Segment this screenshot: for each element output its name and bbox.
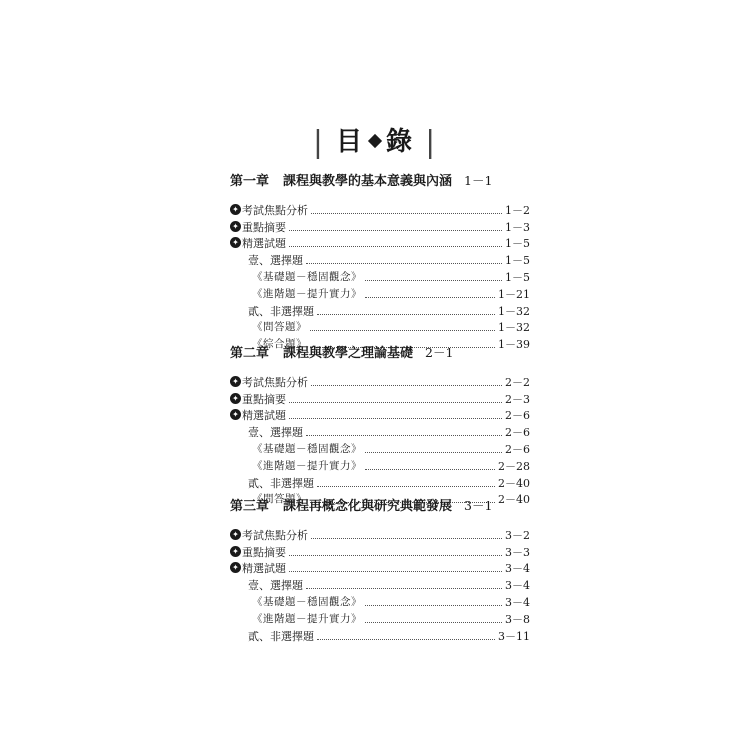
- entry-page: 1－5: [505, 254, 530, 268]
- toc-entry[interactable]: [230, 407, 530, 424]
- chapter-page: 3－1: [464, 498, 493, 513]
- entry-page: 1－21: [498, 287, 530, 301]
- dot-leader: [311, 212, 502, 214]
- dot-leader: [365, 621, 502, 623]
- dot-leader: [306, 262, 502, 264]
- star-bullet-icon: ✦: [230, 376, 241, 387]
- dot-leader: [317, 313, 495, 315]
- star-bullet-icon: ✦: [230, 546, 241, 557]
- toc-entry[interactable]: [230, 201, 530, 218]
- dot-leader: [289, 245, 502, 247]
- toc-entry[interactable]: [230, 235, 530, 252]
- entry-page: 2－40: [498, 476, 530, 490]
- entry-page: 3－4: [505, 579, 530, 593]
- dot-leader: [289, 401, 502, 403]
- chapter-section: [230, 171, 530, 352]
- entry-page: 2－6: [505, 426, 530, 440]
- entry-label: 《基礎題－穩固觀念》: [252, 270, 362, 283]
- entry-page: 1－5: [505, 237, 530, 251]
- toc-entry[interactable]: [230, 423, 530, 440]
- toc-entry[interactable]: [230, 593, 530, 610]
- toc-entry[interactable]: [230, 543, 530, 560]
- entry-page: 2－28: [498, 459, 530, 473]
- toc-entry[interactable]: [230, 440, 530, 457]
- toc-title: [0, 124, 750, 161]
- toc-entry[interactable]: [230, 373, 530, 390]
- toc-entry[interactable]: [230, 302, 530, 319]
- entry-label: 精選試題: [242, 409, 286, 423]
- toc-entry[interactable]: [230, 251, 530, 268]
- entry-list: [230, 526, 530, 644]
- dot-leader: [310, 329, 495, 331]
- entry-label: 壹、選擇題: [248, 579, 303, 593]
- entry-label: 《進階題－提升實力》: [252, 287, 362, 300]
- star-bullet-icon: ✦: [230, 204, 241, 215]
- dot-leader: [317, 638, 495, 640]
- entry-label: 精選試題: [242, 237, 286, 251]
- toc-entry[interactable]: [230, 474, 530, 491]
- title-left-bar: |: [312, 125, 325, 160]
- entry-page: 3－8: [505, 612, 530, 626]
- chapter-section: [230, 343, 530, 507]
- chapter-heading[interactable]: [230, 171, 530, 191]
- entry-page: 3－4: [505, 562, 530, 576]
- entry-page: 3－3: [505, 545, 530, 559]
- entry-label: 精選試題: [242, 562, 286, 576]
- entry-label: 考試焦點分析: [242, 528, 308, 542]
- toc-entry[interactable]: [230, 319, 530, 336]
- entry-label: 《問答題》: [252, 493, 307, 506]
- entry-label: 重點摘要: [242, 545, 286, 559]
- star-bullet-icon: ✦: [230, 562, 241, 573]
- entry-label: 考試焦點分析: [242, 375, 308, 389]
- entry-label: 貳、非選擇題: [248, 304, 314, 318]
- toc-entry[interactable]: [230, 576, 530, 593]
- toc-entry[interactable]: [230, 526, 530, 543]
- toc-entry[interactable]: [230, 560, 530, 577]
- chapter-heading[interactable]: [230, 343, 530, 363]
- entry-page: 2－6: [505, 442, 530, 456]
- entry-label: 《基礎題－穩固觀念》: [252, 442, 362, 455]
- entry-page: 1－32: [498, 304, 530, 318]
- entry-label: 壹、選擇題: [248, 426, 303, 440]
- toc-entry[interactable]: [230, 457, 530, 474]
- dot-leader: [289, 570, 502, 572]
- entry-label: 《進階題－提升實力》: [252, 612, 362, 625]
- entry-page: 1－3: [505, 220, 530, 234]
- star-bullet-icon: ✦: [230, 393, 241, 404]
- chapter-page: 2－1: [425, 345, 454, 360]
- chapter-number: 第二章: [230, 346, 270, 361]
- star-bullet-icon: ✦: [230, 409, 241, 420]
- entry-page: 1－32: [498, 321, 530, 335]
- toc-entry[interactable]: [230, 627, 530, 644]
- entry-list: [230, 373, 530, 507]
- title-char-2: 錄: [386, 127, 415, 157]
- chapter-page: 1－1: [464, 173, 493, 188]
- entry-page: 3－11: [498, 629, 530, 643]
- dot-leader: [365, 604, 502, 606]
- toc-entry[interactable]: [230, 390, 530, 407]
- chapter-name: 課程與教學的基本意義與內涵: [283, 174, 453, 189]
- entry-label: 《基礎題－穩固觀念》: [252, 595, 362, 608]
- chapter-number: 第三章: [230, 499, 270, 514]
- entry-page: 3－4: [505, 595, 530, 609]
- entry-label: 壹、選擇題: [248, 254, 303, 268]
- star-bullet-icon: ✦: [230, 237, 241, 248]
- toc-entry[interactable]: [230, 268, 530, 285]
- entry-page: 1－2: [505, 203, 530, 217]
- toc-entry[interactable]: [230, 285, 530, 302]
- entry-page: 3－2: [505, 528, 530, 542]
- entry-label: 《進階題－提升實力》: [252, 459, 362, 472]
- toc-entry[interactable]: [230, 218, 530, 235]
- entry-page: 2－6: [505, 409, 530, 423]
- entry-page: 1－39: [498, 338, 530, 352]
- entry-label: 貳、非選擇題: [248, 629, 314, 643]
- entry-label: 《綜合題》: [252, 338, 307, 351]
- entry-list: [230, 201, 530, 352]
- diamond-icon: [368, 134, 382, 148]
- dot-leader: [365, 468, 495, 470]
- entry-label: 貳、非選擇題: [248, 476, 314, 490]
- entry-page: 1－5: [505, 270, 530, 284]
- chapter-name: 課程再概念化與研究典範發展: [283, 499, 453, 514]
- dot-leader: [365, 279, 502, 281]
- title-right-bar: |: [425, 125, 438, 160]
- entry-label: 《問答題》: [252, 321, 307, 334]
- toc-entry[interactable]: [230, 610, 530, 627]
- entry-label: 重點摘要: [242, 392, 286, 406]
- chapter-section: [230, 496, 530, 644]
- entry-label: 考試焦點分析: [242, 203, 308, 217]
- title-char-1: 目: [335, 127, 364, 157]
- dot-leader: [289, 417, 502, 419]
- star-bullet-icon: ✦: [230, 529, 241, 540]
- star-bullet-icon: ✦: [230, 221, 241, 232]
- entry-page: 2－2: [505, 375, 530, 389]
- dot-leader: [311, 537, 502, 539]
- chapter-heading[interactable]: [230, 496, 530, 516]
- dot-leader: [289, 229, 502, 231]
- chapter-number: 第一章: [230, 174, 270, 189]
- dot-leader: [317, 485, 495, 487]
- entry-page: 2－3: [505, 392, 530, 406]
- dot-leader: [365, 296, 495, 298]
- dot-leader: [289, 554, 502, 556]
- entry-page: 2－40: [498, 493, 530, 507]
- dot-leader: [365, 451, 502, 453]
- dot-leader: [306, 587, 502, 589]
- dot-leader: [306, 434, 502, 436]
- entry-label: 重點摘要: [242, 220, 286, 234]
- dot-leader: [311, 384, 502, 386]
- chapter-name: 課程與教學之理論基礎: [283, 346, 414, 361]
